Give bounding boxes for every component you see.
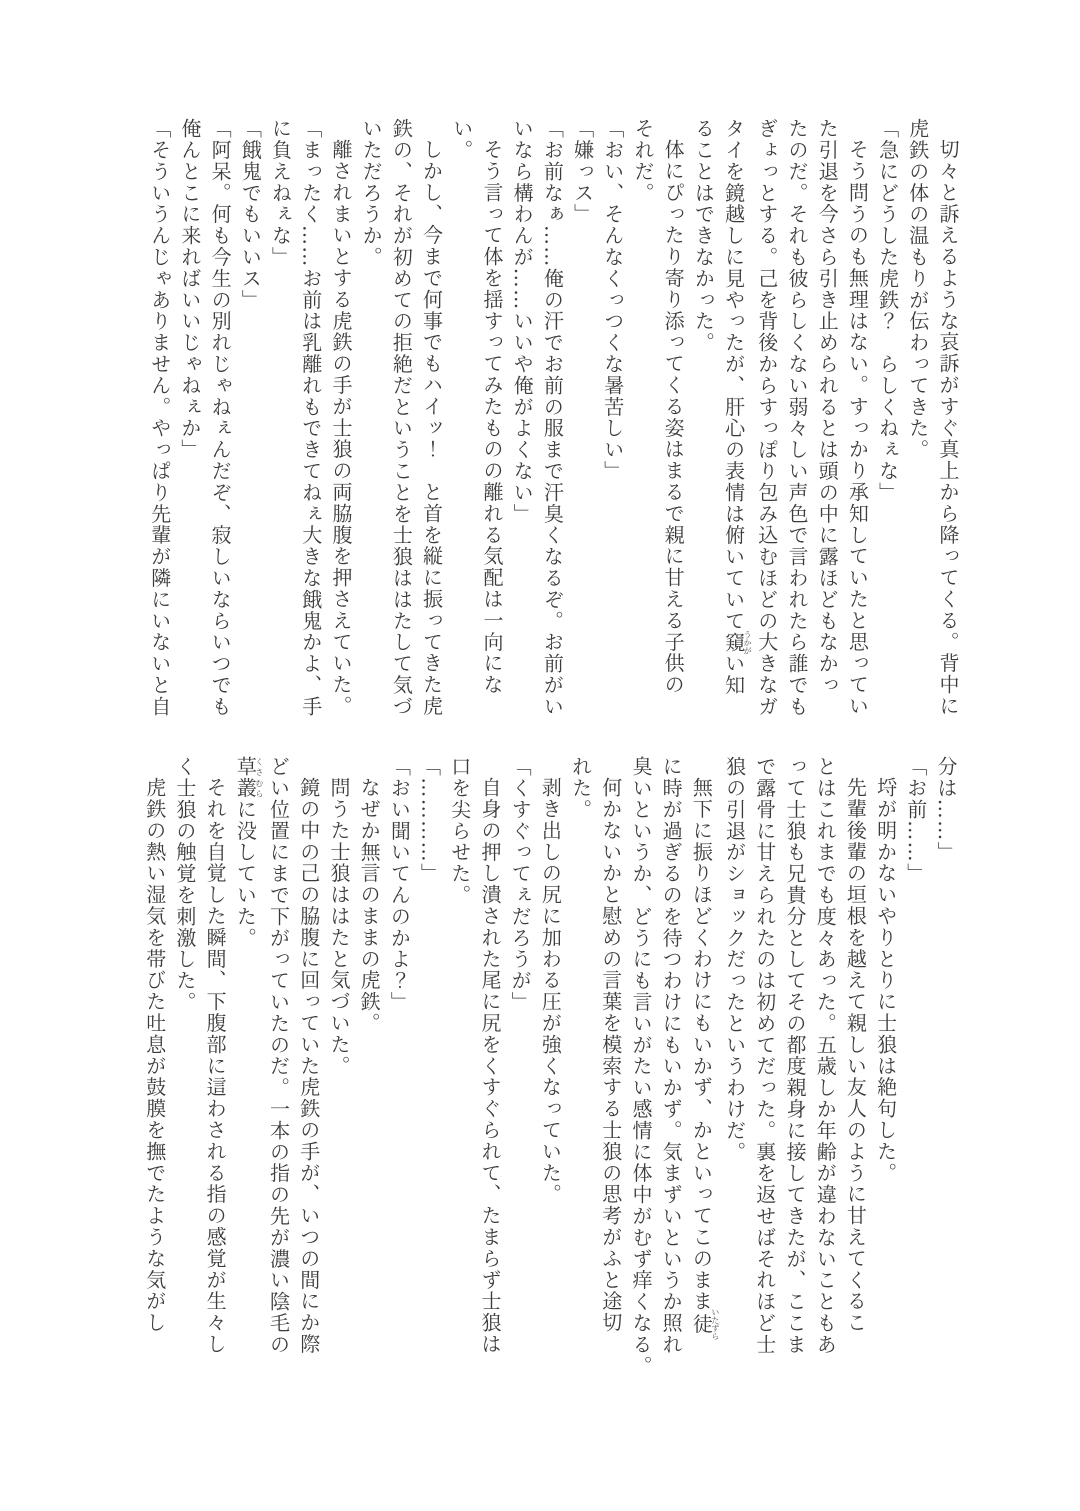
text-column: 虎鉄の熱い湿気を帯びた吐息が鼓膜を撫でたような気がし [142, 777, 167, 1334]
bottom-text-block [140, 756, 961, 1390]
text-column: 俺んとこに来ればいいじゃねぇか」 [177, 118, 202, 461]
text-column: って士狼も兄貴分としてその都度親身に接してきたが、ここま [782, 756, 807, 1356]
text-column: 虎鉄の体の温もりが伝わってきた。 [905, 118, 930, 461]
text-column: 「くすぐってぇだろうが」 [508, 756, 533, 1013]
text-column: とはこれまでも度々あった。五歳しか年齢が違わないこともあ [813, 756, 838, 1356]
text-column: どい位置にまで下がっていたのだ。一本の指の先が濃い陰毛の [266, 756, 291, 1356]
text-column: たのだ。それも彼らしくない弱々しい声色で言われたら誰でも [784, 118, 809, 718]
text-column: ることはできなかった。 [691, 118, 716, 354]
text-column: 「急にどうした虎鉄？ らしくねぇな」 [875, 118, 900, 504]
text-column: 何かないかと慰めの言葉を模索する士狼の思考がふと途切 [598, 777, 623, 1334]
text-column: 先輩後輩の垣根を越えて親しい友人のように甘えてくるこ [843, 777, 868, 1334]
text-column: い。 [449, 118, 474, 161]
text-column: 臭いというか、どうにも言いがたい感情に体中がむず痒くなる。 [628, 756, 653, 1377]
text-column: なぜか無言のままの虎鉄。 [357, 777, 382, 1035]
text-column: そう言って体を揺すってみたものの離れる気配は一向にな [479, 139, 504, 696]
furigana-ruby: 徒いたずら [689, 1308, 720, 1341]
text-column: く士狼の触覚を刺激した。 [172, 756, 197, 1013]
text-column: そう問うのも無理はない。すっかり承知していたと思ってい [845, 139, 870, 718]
text-column: 草叢くさむらに没していた。 [233, 756, 264, 949]
text-column: た引退を今さら引き止められるとは頭の中に露ほどもなかっ [815, 118, 840, 696]
text-column: それを自覚した瞬間、下腹部に這わされる指の感覚が生々し [203, 777, 228, 1356]
text-column: に時が過ぎるのを待つわけにもいかず。気まずいというか照れ [659, 756, 684, 1356]
text-column: 「お前なぁ……俺の汗でお前の服まで汗臭くなるぞ。お前がい [540, 118, 565, 718]
text-column: 「餓鬼でもいいス」 [238, 118, 263, 311]
text-column: 埒が明かないやりとりに士狼は絶句した。 [873, 777, 898, 1184]
text-column: 「…………」 [417, 756, 442, 885]
text-column: 「嫌っス」 [570, 118, 595, 225]
furigana-ruby: 窺うかが [721, 630, 753, 655]
text-column: いなら構わんが……いいや俺がよくない」 [510, 118, 535, 525]
text-column: に負えねぇな」 [268, 118, 293, 268]
text-column: 離されまいとする虎鉄の手が士狼の両脇腹を押さえていた。 [328, 139, 353, 718]
text-column: それだ。 [630, 118, 655, 204]
text-column: 体にぴったり寄り添ってくる姿はまるで親に甘える子供の [661, 139, 686, 696]
text-column: で露骨に甘えられたのは初めてだった。裏を返せばそれほど士 [752, 756, 777, 1356]
text-column: 鉄の、それが初めての拒絶だということを士狼ははたして気づ [389, 118, 414, 718]
text-column: 「おい聞いてんのかよ？」 [387, 756, 412, 1013]
text-column: 「阿呆。何も今生の別れじゃねぇんだぞ、寂しいならいつでも [208, 118, 233, 718]
text-column: しかし、今まで何事でもハイッ！ と首を縦に振ってきた虎 [419, 139, 444, 718]
text-column: タイを鏡越しに見やったが、肝心の表情は俯いていて窺うかがい知 [721, 118, 753, 696]
text-column: 切々と訴えるような哀訴がすぐ真上から降ってくる。背中に [936, 139, 960, 718]
text-column: 分は……」 [934, 756, 958, 863]
text-column: 「そういうんじゃありません。やっぱり先輩が隣にいないと自 [147, 118, 172, 718]
text-column: 剥き出しの尻に加わる圧が強くなっていた。 [538, 777, 563, 1206]
text-column: 「お前……」 [903, 756, 928, 885]
text-column: 問うた士狼ははたと気づいた。 [326, 777, 351, 1077]
text-column: 自身の押し潰された尾に尻をくすぐられて、たまらず士狼は [477, 777, 502, 1356]
text-column: 「まったく……お前は乳離れもできてねぇ大きな餓鬼かよ、手 [298, 118, 323, 718]
text-column: れた。 [568, 756, 593, 821]
text-column: 無下に振りほどくわけにもいかず、かといってこのまま徒いたずら [689, 777, 720, 1341]
text-column: ぎょっとする。己を背後からすっぽり包み込むほどの大きなガ [754, 118, 779, 718]
text-column: 狼の引退がショックだったというわけだ。 [722, 756, 747, 1163]
top-text-block [145, 118, 963, 734]
text-column: 「おい、そんなくっつくな暑苦しい」 [600, 118, 625, 482]
text-column: 口を尖らせた。 [447, 756, 472, 906]
text-column: いただろうか。 [359, 118, 384, 268]
text-column: 鏡の中の己の脇腹に回っていた虎鉄の手が、いつの間にか際 [296, 777, 321, 1356]
furigana-ruby: 草叢くさむら [233, 756, 264, 799]
